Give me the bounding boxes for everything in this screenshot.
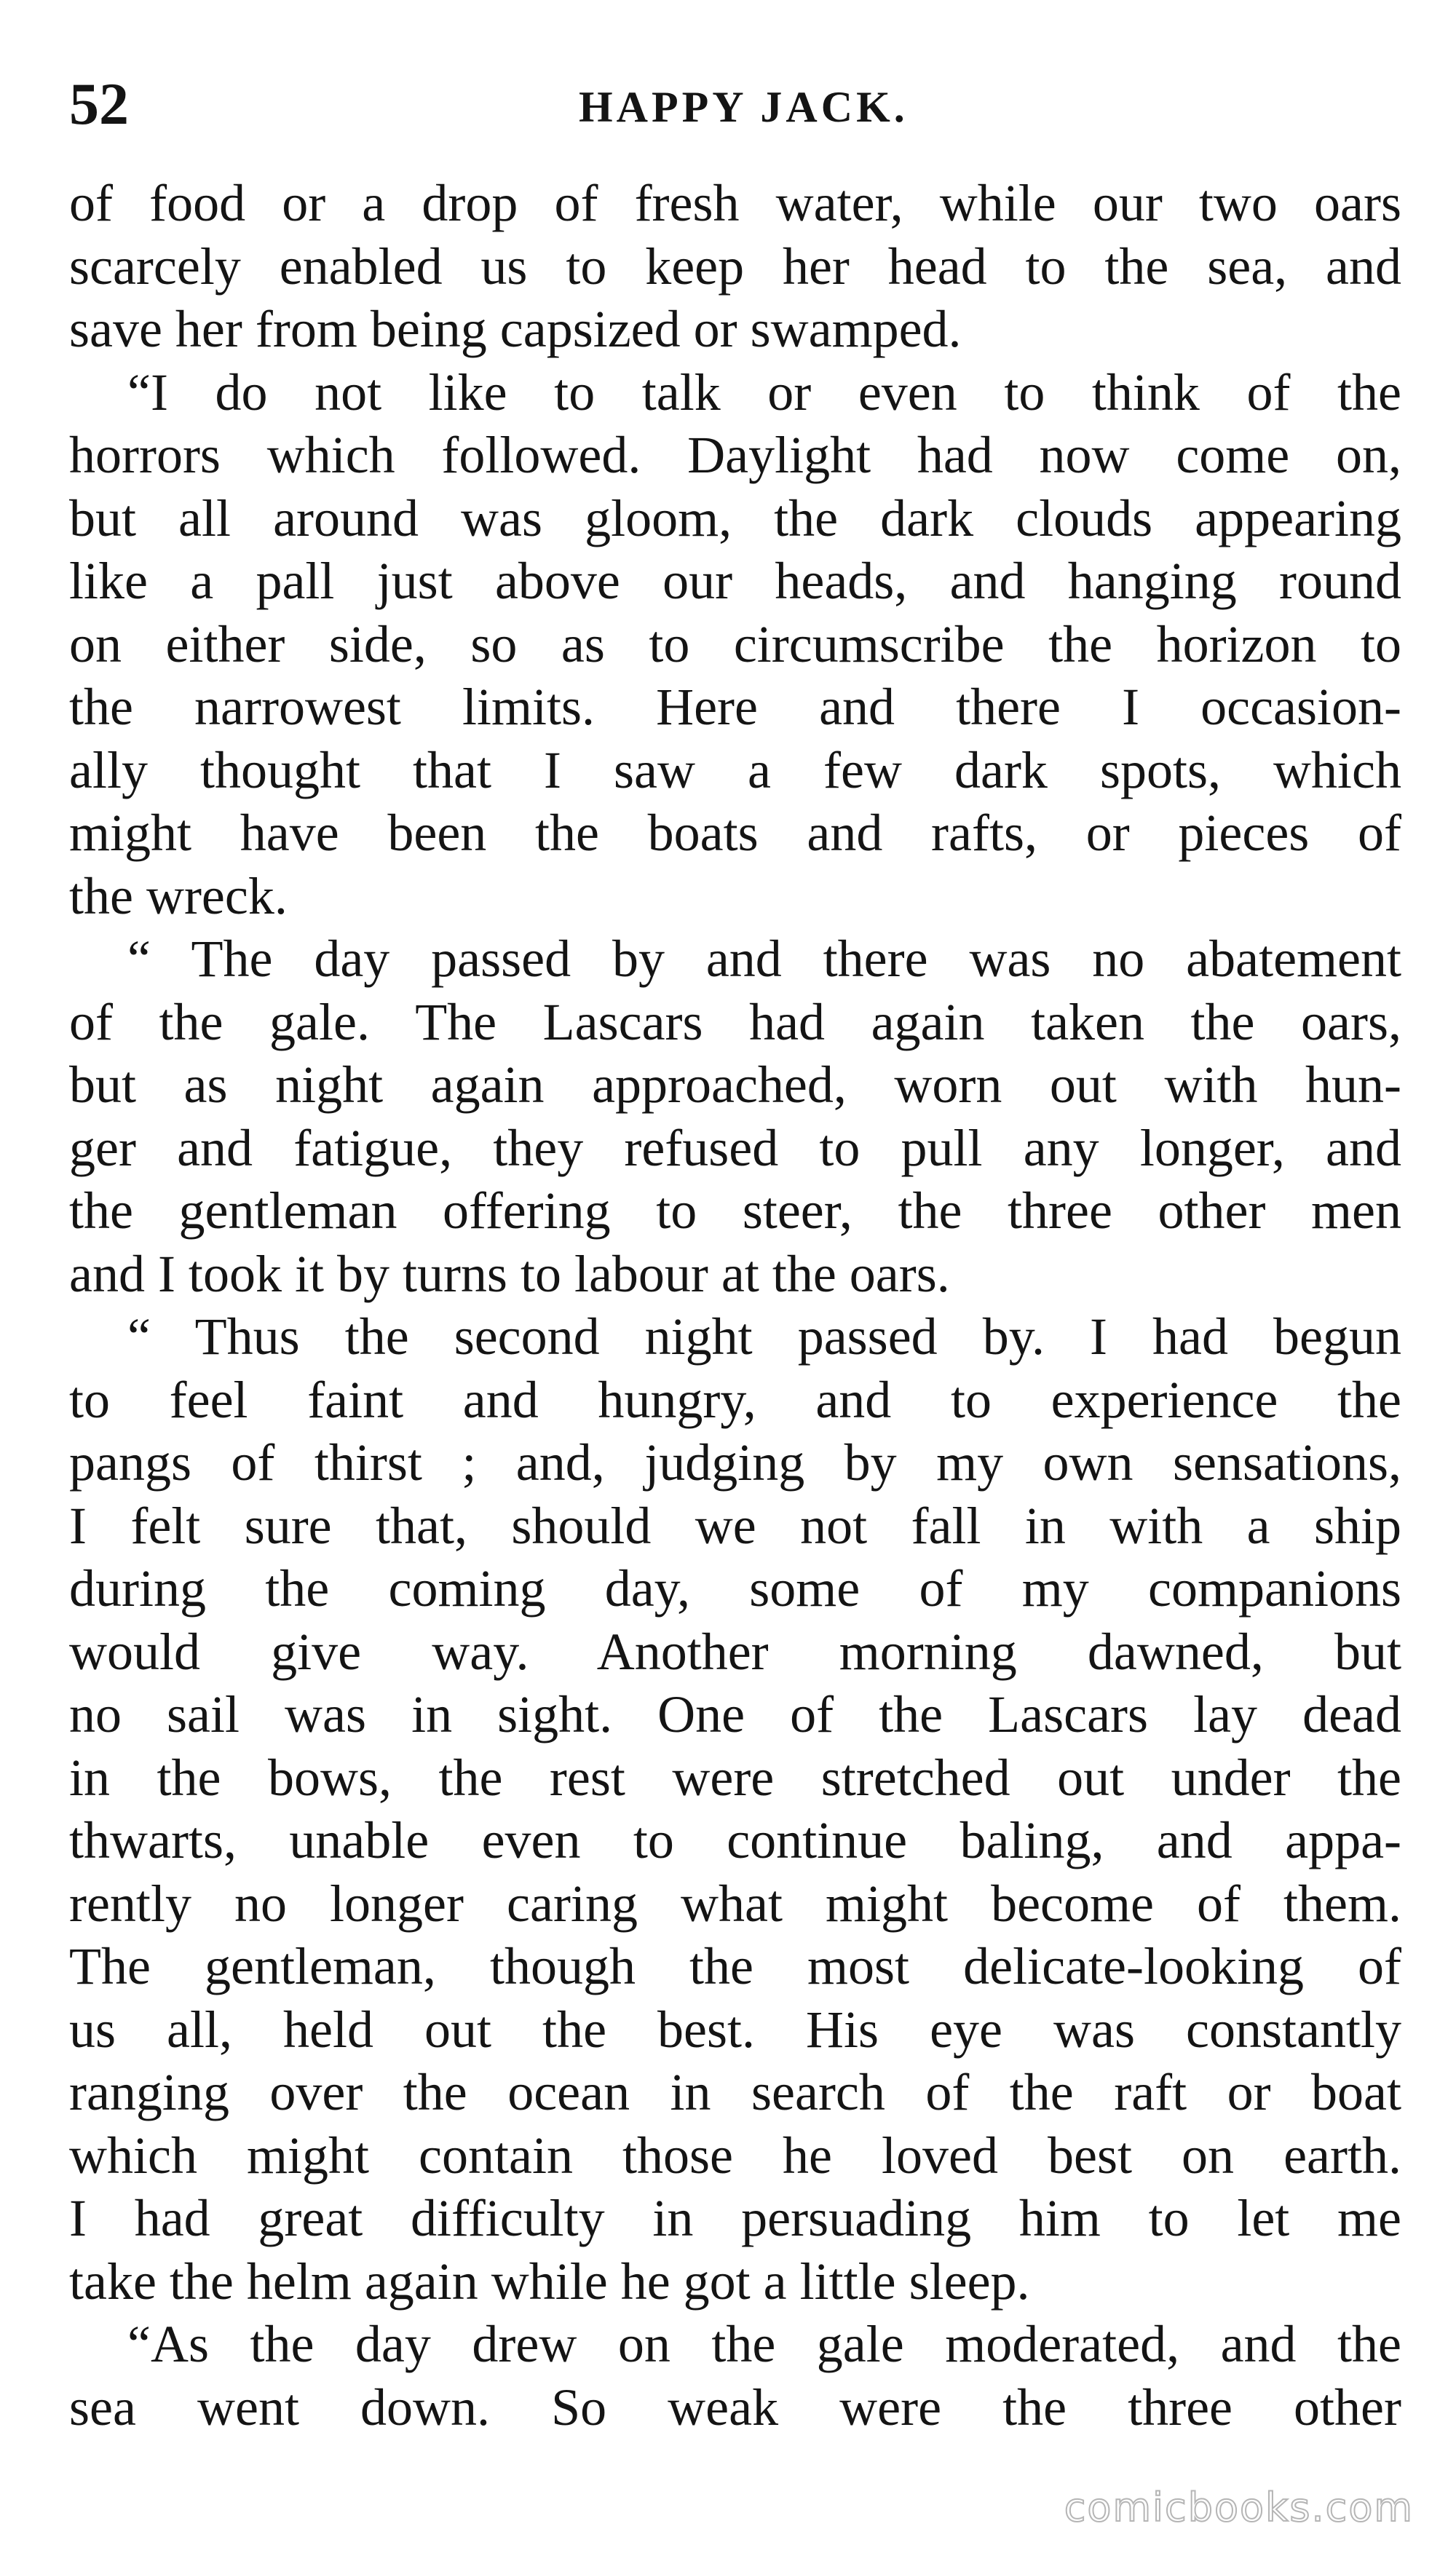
text-line: ally thought that I saw a few dark spots, which [69,740,1401,799]
text-line: scarcely enabled us to keep her head to the sea, and [69,237,1401,296]
text-line: horrors which followed. Daylight had now come on, [69,426,1401,484]
text-line: ger and fatigue, they refused to pull any longer, and [69,1118,1401,1177]
text-line: which might contain those he loved best on earth. [69,2126,1401,2185]
text-line: of the gale. The Lascars had again taken the oars, [69,992,1401,1051]
text-line: in the bows, the rest were stretched out under the [69,1748,1401,1807]
running-head: HAPPY JACK. [579,83,909,131]
text-line: ranging over the ocean in search of the raft or boat [69,2063,1401,2121]
text-line: the narrowest limits. Here and there I occasion- [69,678,1401,736]
text-line: sea went down. So weak were the three other [69,2378,1401,2437]
watermark: comicbooks.com [1064,2485,1414,2530]
text-line: of food or a drop of fresh water, while our two oars [69,174,1401,232]
text-line: no sail was in sight. One of the Lascars lay dead [69,1685,1401,1743]
text-line: save her from being capsized or swamped. [69,300,962,358]
text-line: “ The day passed by and there was no abatement [127,930,1401,988]
body-text [69,172,1401,2439]
text-line: “ Thus the second night passed by. I had begun [127,1307,1401,1366]
text-line: us all, held out the best. His eye was constantly [69,2000,1401,2059]
text-line: thwarts, unable even to continue baling, and appa- [69,1811,1401,1869]
page-header [0,64,1456,144]
text-line: the gentleman offering to steer, the three other men [69,1181,1401,1240]
text-line: “I do not like to talk or even to think of the [127,363,1401,421]
page-number: 52 [69,71,129,137]
text-line: and I took it by turns to labour at the oars. [69,1244,950,1303]
text-line: might have been the boats and rafts, or pieces of [69,804,1401,862]
text-line: like a pall just above our heads, and hanging round [69,552,1401,610]
text-line: “As the day drew on the gale moderated, and the [127,2315,1401,2373]
text-line: to feel faint and hungry, and to experience the [69,1370,1401,1429]
text-line: take the helm again while he got a little sleep. [69,2252,1030,2311]
text-line: but all around was gloom, the dark clouds appearing [69,488,1401,547]
text-line: on either side, so as to circumscribe the horizon to [69,614,1401,673]
text-line: I had great difficulty in persuading him to let me [69,2189,1401,2247]
text-line: pangs of thirst ; and, judging by my own sensations, [69,1433,1401,1492]
text-line: rently no longer caring what might become of them. [69,1874,1401,1933]
text-line: the wreck. [69,866,288,925]
text-line: but as night again approached, worn out with hun- [69,1056,1401,1114]
text-line: I felt sure that, should we not fall in with a ship [69,1496,1401,1555]
text-line: during the coming day, some of my companions [69,1559,1401,1618]
text-line: The gentleman, though the most delicate-looking of [69,1937,1401,1995]
text-line: would give way. Another morning dawned, but [69,1622,1401,1681]
